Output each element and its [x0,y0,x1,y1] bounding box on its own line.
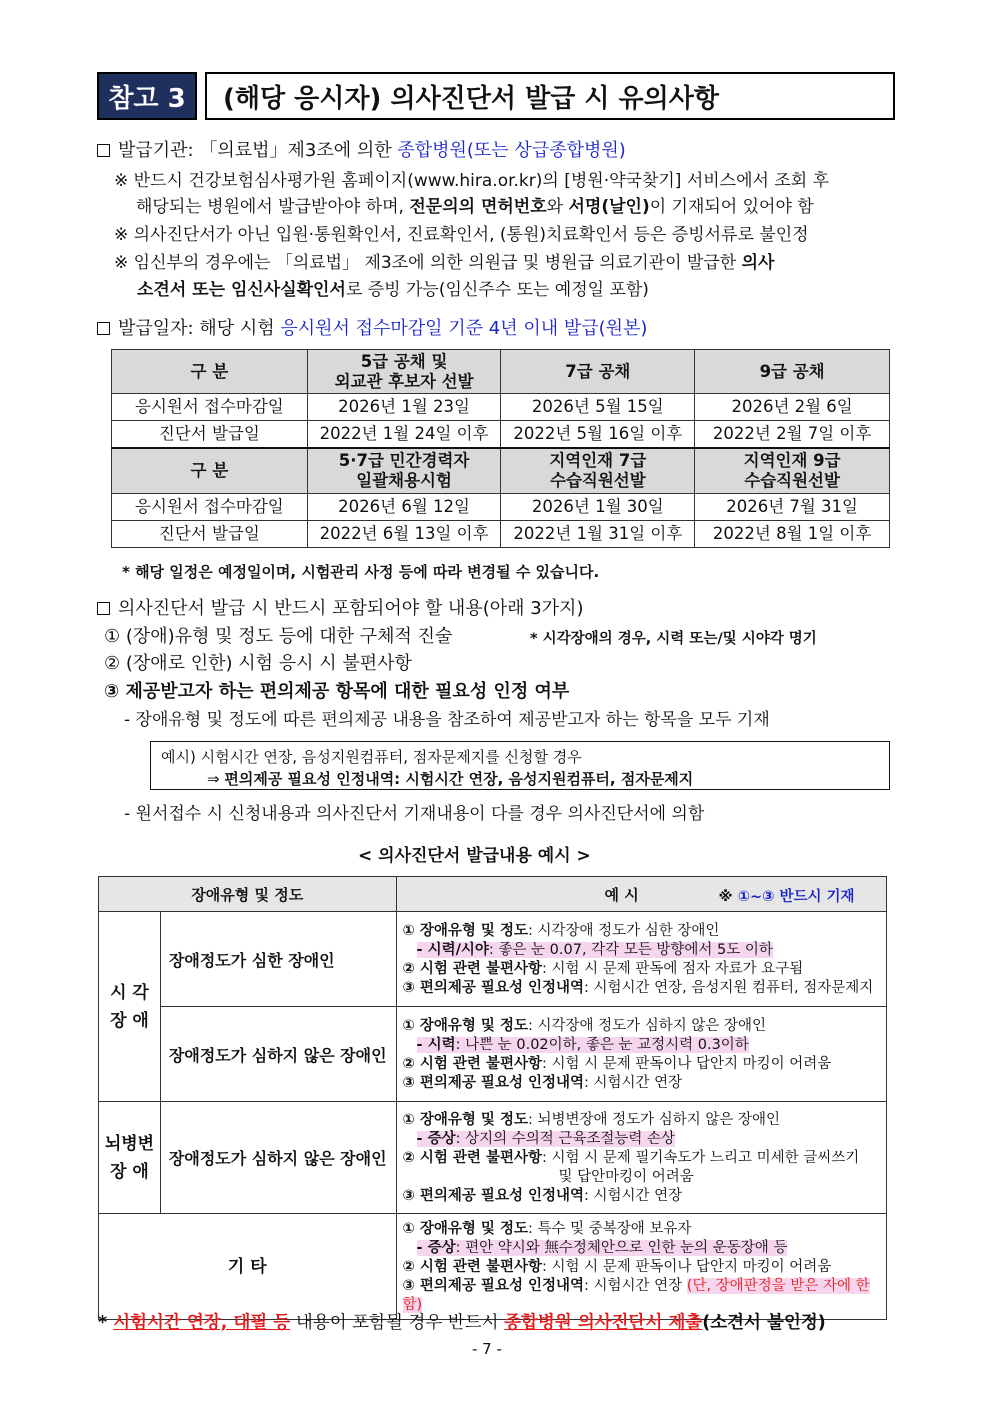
table-row [112,494,890,521]
note-hira: ※ 반드시 건강보험심사평가원 홈페이지(www.hira.or.kr)의 [병원·약국찾기] 서비스에서 조회 후 [114,171,830,191]
table-cell: 2026년 2월 6일 [695,394,890,421]
footer-note: * 시험시간 연장, 대필 등 내용이 포함될 경우 반드시 종합병원 의사진단서 제출(소견서 불인정) [98,1313,826,1333]
example-line: ② 시험 관련 불편사항: 시험 시 문제 판독에 점자 자료가 요구됨 [402,961,804,977]
example-cell [396,1214,886,1320]
issue-date-table [111,349,890,548]
subcategory-mild: 장애정도가 심하지 않은 장애인 [160,1007,396,1102]
required-note: ※ ①~③ 반드시 기재 [718,889,855,905]
checkbox-square-icon [97,144,110,157]
table-note: * 해당 일정은 예정일이며, 시험관리 사정 등에 따라 변경될 수 있습니다. [122,563,600,581]
example-line: ② 시험 관련 불편사항: 시험 시 문제 필기속도가 느리고 미세한 글씨쓰기 [402,1150,860,1166]
example-line-1: 예시) 시험시간 연장, 음성지원컴퓨터, 점자문제지를 신청할 경우 [161,748,582,766]
example-cell [396,1102,886,1214]
header-example: 예 시 ※ ①~③ 반드시 기재 [396,877,886,912]
note-license: 해당되는 병원에서 발급받아야 하며, 전문의의 면허번호와 서명(날인)이 기재되어 있어야 함 [136,197,814,217]
table-row [99,1007,887,1102]
table-cell: 2022년 2월 7일 이후 [695,421,890,448]
table-header-row [112,350,890,394]
category-brain: 뇌병변 장 애 [99,1102,161,1214]
example-line: ① 장애유형 및 정도: 특수 및 중복장애 보유자 [402,1221,692,1237]
example-cell [396,912,886,1007]
item-2: ② (장애로 인한) 시험 응시 시 불편사항 [104,653,412,674]
example-line: - 증상: 상지의 수의적 근육조절능력 손상 [416,1131,676,1147]
example-line-2: ⇒ 편의제공 필요성 인정내역: 시험시간 연장, 음성지원컴퓨터, 점자문제지 [207,770,694,788]
table-cell: 구 분 [112,350,308,394]
table-cell: 2022년 8월 1일 이후 [695,521,890,548]
subcategory-severe: 장애정도가 심한 장애인 [160,912,396,1007]
example-box [150,741,890,790]
table-cell: 2026년 1월 23일 [307,394,501,421]
example-line: ③ 편의제공 필요성 인정내역: 시험시간 연장, 음성지원 컴퓨터, 점자문제지 [402,980,874,996]
example-line: ② 시험 관련 불편사항: 시험 시 문제 판독이나 답안지 마킹이 어려움 [402,1056,832,1072]
checkbox-square-icon [97,322,110,335]
table-row [99,912,887,1007]
item-3-detail: - 장애유형 및 정도에 따른 편의제공 내용을 참조하여 제공받고자 하는 항목을 모두 기재 [124,710,770,730]
item-1: ① (장애)유형 및 정도 등에 대한 구체적 진술 [104,626,453,647]
table-cell: 2026년 6월 12일 [307,494,501,521]
example-line: - 증상: 편안 약시와 無수정체안으로 인한 눈의 운동장애 등 [416,1240,788,1256]
note-not-accepted: ※ 의사진단서가 아닌 입원·통원확인서, 진료확인서, (통원)치료확인서 등은 증빙서류로 불인정 [114,225,809,245]
page-number: - 7 - [472,1340,502,1358]
table-cell: 2022년 6월 13일 이후 [307,521,501,548]
header-type: 장애유형 및 정도 [99,877,397,912]
table-cell: 5급 공채 및 외교관 후보자 선발 [307,350,501,394]
table-cell: 지역인재 9급 수습직원선발 [695,448,890,494]
section-issue-date-title: 발급일자: 해당 시험 응시원서 접수마감일 기준 4년 이내 발급(원본) [97,318,647,340]
table-cell: 진단서 발급일 [112,421,308,448]
table-cell: 2026년 1월 30일 [501,494,695,521]
example-line: 및 답안마킹이 어려움 [558,1169,694,1185]
page-header [97,72,895,120]
table-header-row [99,877,887,912]
item-3-detail-2: - 원서접수 시 신청내용과 의사진단서 기재내용이 다를 경우 의사진단서에 의함 [124,804,705,824]
example-line: ① 장애유형 및 정도: 뇌병변장애 정도가 심하지 않은 장애인 [402,1112,781,1128]
table-cell: 2026년 5월 15일 [501,394,695,421]
table-cell: 지역인재 7급 수습직원선발 [501,448,695,494]
table-cell: 응시원서 접수마감일 [112,494,308,521]
table-row [112,394,890,421]
example-line: ③ 편의제공 필요성 인정내역: 시험시간 연장 [402,1075,683,1091]
table-row [99,1214,887,1320]
table-cell: 진단서 발급일 [112,521,308,548]
table-cell: 5·7급 민간경력자 일괄채용시험 [307,448,501,494]
category-etc: 기 타 [99,1214,397,1320]
example-cell [396,1007,886,1102]
item-3: ③ 제공받고자 하는 편의제공 항목에 대한 필요성 인정 여부 [104,681,570,702]
category-visual: 시 각 장 애 [99,912,161,1102]
example-line: ③ 편의제공 필요성 인정내역: 시험시간 연장 (단, 장애판정을 받은 자에 한함) [402,1278,870,1313]
example-table-title: < 의사진단서 발급내용 예시 > [358,846,591,866]
table-cell: 2022년 5월 16일 이후 [501,421,695,448]
example-line: ① 장애유형 및 정도: 시각장애 정도가 심한 장애인 [402,923,720,939]
reference-badge: 참고 3 [97,72,197,120]
subcategory-mild: 장애정도가 심하지 않은 장애인 [160,1102,396,1214]
table-row [99,1102,887,1214]
section-issuer-title: 발급기관: 「의료법」제3조에 의한 종합병원(또는 상급종합병원) [97,140,626,162]
table-cell: 응시원서 접수마감일 [112,394,308,421]
checkbox-square-icon [97,602,110,615]
example-line: ③ 편의제공 필요성 인정내역: 시험시간 연장 [402,1188,683,1204]
example-line: - 시력: 나쁜 눈 0.02이하, 좋은 눈 교정시력 0.3이하 [416,1037,749,1053]
table-cell: 2022년 1월 24일 이후 [307,421,501,448]
example-line: ① 장애유형 및 정도: 시각장애 정도가 심하지 않은 장애인 [402,1018,767,1034]
page-title: (해당 응시자) 의사진단서 발급 시 유의사항 [205,72,895,120]
table-cell: 7급 공채 [501,350,695,394]
example-line: ② 시험 관련 불편사항: 시험 시 문제 판독이나 답안지 마킹이 어려움 [402,1259,832,1275]
table-row [112,421,890,448]
note-pregnant: ※ 임신부의 경우에는 「의료법」 제3조에 의한 의원급 및 병원급 의료기관이 발급한 의사 [114,253,775,273]
item-1-note: * 시각장애의 경우, 시력 또는/및 시야각 명기 [530,631,817,647]
note-pregnant-cont: 소견서 또는 임신사실확인서로 증빙 가능(임신주수 또는 예정일 포함) [137,280,649,300]
table-cell: 9급 공채 [695,350,890,394]
diagnosis-example-table [98,876,887,1320]
example-line: - 시력/시야: 좋은 눈 0.07, 각각 모든 방향에서 5도 이하 [416,942,773,958]
table-cell: 2022년 1월 31일 이후 [501,521,695,548]
table-row [112,521,890,548]
section-contents-title: 의사진단서 발급 시 반드시 포함되어야 할 내용(아래 3가지) [97,598,583,620]
table-cell: 구 분 [112,448,308,494]
table-cell: 2026년 7월 31일 [695,494,890,521]
table-header-row [112,448,890,494]
